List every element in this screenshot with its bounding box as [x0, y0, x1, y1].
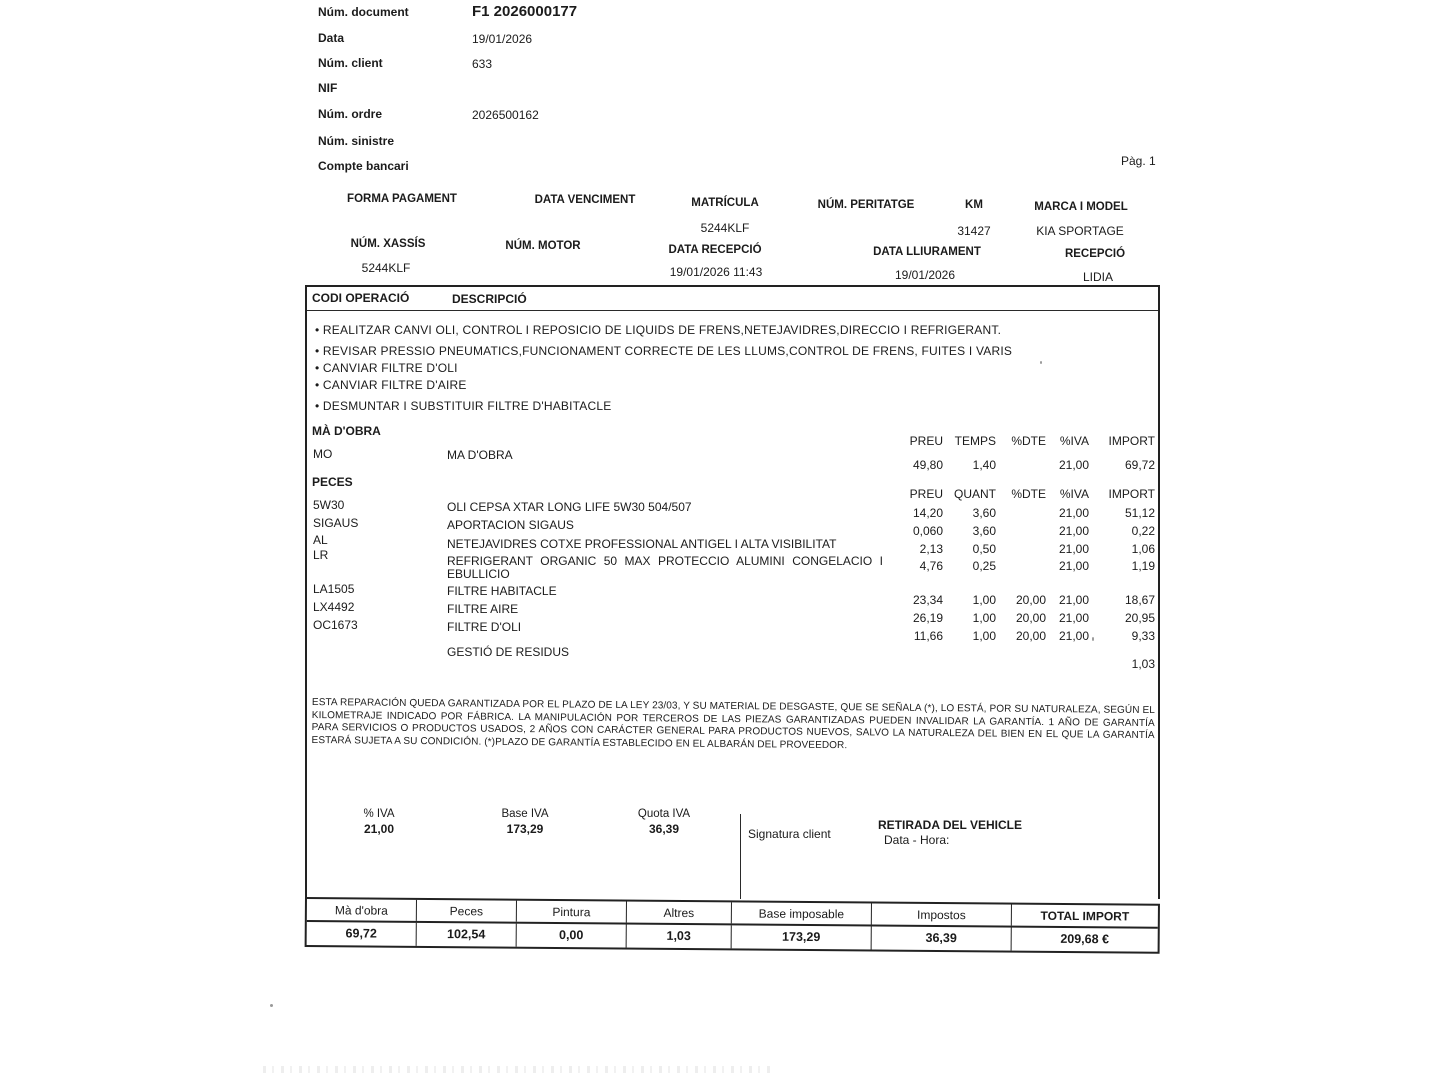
doc-info-label: NIF: [318, 81, 338, 95]
column-header-iva: %IVA: [1059, 487, 1089, 501]
item-desc: APORTACION SIGAUS: [447, 518, 574, 532]
totals-header-cell-total: TOTAL IMPORT: [1040, 908, 1130, 924]
scan-speck: [1040, 361, 1042, 364]
item-preu: 4,76: [919, 559, 943, 573]
item-dte: 20,00: [1015, 629, 1046, 643]
recepcio-value: LIDIA: [1082, 270, 1113, 284]
item-desc: FILTRE AIRE: [447, 602, 519, 616]
operation-item: • REALITZAR CANVI OLI, CONTROL I REPOSICIO DE LIQUIDS DE FRENS,NETEJAVIDRES,DIRECCIO I REFRIGERANT.: [315, 323, 1002, 337]
doc-info-label: Compte bancari: [318, 159, 409, 173]
vehicle-field-label: NÚM. MOTOR: [505, 240, 581, 252]
doc-date-value: 19/01/2026: [472, 32, 533, 46]
item-import: 1,03: [1131, 657, 1155, 671]
column-header-iva: %IVA: [1059, 434, 1089, 448]
item-import: 51,12: [1124, 506, 1155, 520]
totals-header-cell: Mà d'obra: [307, 899, 417, 921]
item-iva: 21,00: [1058, 559, 1089, 573]
item-iva: 21,00: [1058, 458, 1089, 472]
item-desc: MA D'OBRA: [447, 448, 513, 462]
iva-base-value: 173,29: [506, 822, 544, 836]
item-desc: GESTIÓ DE RESIDUS: [447, 645, 570, 659]
item-code: SIGAUS: [313, 516, 359, 530]
totals-grand-total-value: 209,68 €: [1060, 931, 1110, 947]
item-iva: 21,00: [1058, 506, 1089, 520]
item-preu: 23,34: [912, 593, 943, 607]
item-import: 0,22: [1131, 524, 1155, 538]
item-code: OC1673: [313, 618, 358, 632]
doc-number-value: F1 2026000177: [472, 3, 578, 20]
item-preu: 11,66: [913, 629, 943, 643]
column-header-dte: %DTE: [1011, 487, 1046, 501]
item-preu: 26,19: [912, 611, 943, 625]
item-preu: 14,20: [912, 506, 943, 520]
operation-item: • DESMUNTAR I SUBSTITUIR FILTRE D'HABITACLE: [315, 399, 612, 413]
xassis-value: 5244KLF: [361, 261, 411, 275]
vehicle-field-label: FORMA PAGAMENT: [347, 193, 457, 205]
item-import: 20,95: [1124, 611, 1155, 625]
client-number-value: 633: [472, 57, 493, 71]
item-code: LX4492: [313, 600, 355, 614]
warranty-text: ESTA REPARACIÓN QUEDA GARANTIZADA POR EL PLAZO DE LA LEY 23/03, Y SU MATERIAL DE DESGASTE, QUE SE SEÑALA (*), LO ESTÁ, POR SU NATURALEZA, SEGÚN EL KILOMETRAJE INDICADO POR FÁBRICA. LA MANIPULACIÓN POR TERCEROS DE LAS PIEZAS GARANTIZADAS PUEDEN INVALIDAR LA GARANTÍA. 1 AÑO DE GARANTÍA PARA SERVICIOS O PRODUCTOS USADOS, 2 AÑOS CON CARÁCTER GENERAL PARA PRODUCTOS NUEVOS, SALVO LA NATURALEZA DEL BIEN EN EL QUE LA GARANTÍA ESTARÁ SUJETA A SU CONDICIÓN. (*)PLAZO DE GARANTÍA ESTABLECIDO EN EL ALBARÁN DEL PROVEEDOR.: [311, 697, 1155, 751]
item-iva: 21,00: [1058, 629, 1089, 643]
item-quant: 3,60: [972, 524, 996, 538]
vehicle-field-label: MATRÍCULA: [691, 197, 759, 209]
item-quant: 1,00: [972, 629, 996, 643]
vehicle-field-label: DATA VENCIMENT: [534, 194, 636, 206]
marca-model-value: KIA SPORTAGE: [1036, 224, 1124, 238]
iva-quota-value: 36,39: [648, 822, 680, 836]
vehicle-pickup-title: RETIRADA DEL VEHICLE: [878, 818, 1023, 832]
totals-value-cell: 102,54: [417, 923, 517, 947]
doc-info-label: Data: [318, 31, 345, 45]
item-dte: 20,00: [1015, 611, 1046, 625]
totals-value-cell: 173,29: [732, 925, 872, 949]
item-quant: 1,00: [972, 611, 996, 625]
vehicle-field-label: NÚM. PERITATGE: [817, 199, 915, 211]
column-header-preu: PREU: [909, 487, 943, 501]
item-iva: 21,00: [1058, 524, 1089, 538]
item-preu: 49,80: [912, 458, 943, 472]
vehicle-field-label: RECEPCIÓ: [1064, 248, 1126, 260]
operation-item: • CANVIAR FILTRE D'AIRE: [315, 378, 467, 392]
km-value: 31427: [957, 224, 991, 238]
item-desc: REFRIGERANT ORGANIC 50 MAX PROTECCIO ALUMINI CONGELACIO I EBULLICIO: [447, 554, 883, 581]
labor-section-title: MÀ D'OBRA: [312, 424, 381, 438]
header-divider-line: [307, 310, 1158, 311]
item-import: 1,19: [1131, 559, 1155, 573]
item-desc: FILTRE HABITACLE: [447, 584, 557, 598]
scan-speck: [1092, 637, 1094, 641]
data-recepcio-value: 19/01/2026 11:43: [669, 265, 763, 279]
column-header-temps: TEMPS: [954, 434, 996, 448]
item-desc: NETEJAVIDRES COTXE PROFESSIONAL ANTIGEL I ALTA VISIBILITAT: [447, 537, 837, 551]
data-lliurament-value: 19/01/2026: [894, 268, 956, 282]
iva-quota-label: Quota IVA: [637, 808, 691, 820]
item-import: 9,33: [1131, 629, 1155, 643]
totals-value-cell: 69,72: [307, 922, 417, 946]
doc-info-label: Núm. client: [318, 56, 383, 70]
totals-value-cell: 0,00: [517, 924, 627, 948]
totals-header-cell: Base imposable: [732, 902, 872, 924]
scan-speck: [270, 1004, 273, 1007]
item-code: MO: [313, 447, 333, 461]
iva-percent-value: 21,00: [363, 822, 395, 836]
item-temps: 1,40: [972, 458, 996, 472]
vehicle-field-label: KM: [965, 199, 983, 211]
operations-header-desc: DESCRIPCIÓ: [452, 292, 527, 306]
page-number: Pàg. 1: [1121, 154, 1156, 168]
column-header-dte: %DTE: [1011, 434, 1046, 448]
item-code: LA1505: [313, 582, 355, 596]
parts-section-title: PECES: [312, 475, 353, 489]
operation-item: • REVISAR PRESSIO PNEUMATICS,FUNCIONAMENT CORRECTE DE LES LLUMS,CONTROL DE FRENS, FUITES I VARIS: [315, 344, 1013, 358]
item-iva: 21,00: [1058, 542, 1089, 556]
item-quant: 0,50: [972, 542, 996, 556]
totals-header-cell: Altres: [627, 902, 732, 924]
item-dte: 20,00: [1015, 593, 1046, 607]
item-quant: 3,60: [972, 506, 996, 520]
iva-base-label: Base IVA: [501, 808, 549, 820]
item-iva: 21,00: [1058, 611, 1089, 625]
item-code: LR: [313, 548, 329, 562]
item-code: AL: [313, 533, 328, 547]
vehicle-field-label: DATA LLIURAMENT: [873, 246, 981, 258]
vehicle-field-label: NÚM. XASSÍS: [350, 238, 426, 250]
item-import: 1,06: [1131, 542, 1155, 556]
item-iva: 21,00: [1058, 593, 1089, 607]
order-number-value: 2026500162: [472, 108, 539, 122]
item-quant: 0,25: [972, 559, 996, 573]
vehicle-field-label: MARCA I MODEL: [1034, 201, 1128, 213]
iva-percent-label: % IVA: [363, 808, 395, 820]
totals-table: [305, 897, 1160, 954]
column-header-import: IMPORT: [1108, 434, 1155, 448]
pickup-date-time-label: Data - Hora:: [884, 833, 950, 847]
invoice-body-box: [305, 285, 1160, 899]
doc-info-label: Núm. document: [318, 5, 409, 19]
totals-header-cell: Impostos: [872, 903, 1012, 925]
column-header-quant: QUANT: [954, 487, 996, 501]
item-quant: 1,00: [972, 593, 996, 607]
item-preu: 0,060: [912, 524, 943, 538]
operation-item: • CANVIAR FILTRE D'OLI: [315, 361, 458, 375]
column-header-preu: PREU: [909, 434, 943, 448]
faint-footer-smudge: [263, 1066, 773, 1073]
vehicle-field-label: DATA RECEPCIÓ: [668, 244, 762, 256]
item-desc: OLI CEPSA XTAR LONG LIFE 5W30 504/507: [447, 500, 692, 514]
totals-header-cell: Pintura: [517, 901, 627, 923]
item-code: 5W30: [313, 498, 345, 512]
column-header-import: IMPORT: [1108, 487, 1155, 501]
item-import: 18,67: [1124, 593, 1155, 607]
item-preu: 2,13: [919, 542, 943, 556]
client-signature-label: Signatura client: [748, 827, 831, 841]
item-import: 69,72: [1124, 458, 1155, 472]
matricula-value: 5244KLF: [700, 221, 750, 235]
operations-header-code: CODI OPERACIÓ: [312, 291, 410, 305]
totals-header-cell: Peces: [417, 900, 517, 922]
doc-info-label: Núm. sinistre: [318, 134, 395, 148]
signature-divider-line: [740, 814, 741, 899]
item-desc: FILTRE D'OLI: [447, 620, 522, 634]
totals-value-cell: 1,03: [627, 925, 732, 949]
totals-value-cell: 36,39: [872, 926, 1012, 950]
doc-info-label: Núm. ordre: [318, 107, 383, 121]
